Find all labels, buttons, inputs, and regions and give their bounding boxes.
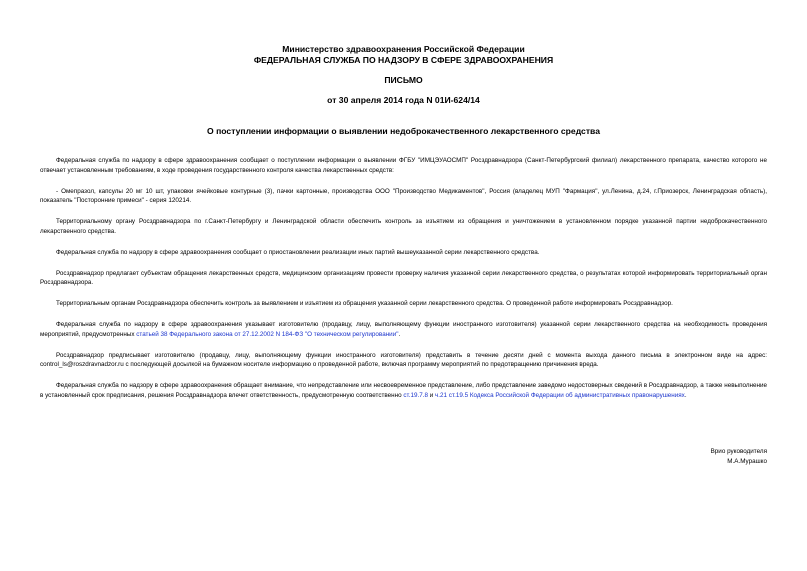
paragraph-6: Территориальным органам Росздравнадзора обеспечить контроль за выявлением и изъятием из обращения указанной серии лекарственного средства. О проведенной работе информировать Росздравнадзор. xyxy=(56,300,673,308)
paragraph-7 xyxy=(40,320,767,339)
article-19-7-8-link[interactable]: ст.19.7.8 xyxy=(403,392,428,400)
paragraph-8: Росздравнадзор предписывает изготовителю (продавцу, лицу, выполняющему функции иностранного изготовителя) представить в течение десяти дней с момента выхода данного письма в электронном виде на адрес: control_ls@roszdravnadzor.ru с последующей досылкой на бумажном носителе информацию о проведенной работе, включая программу мероприятий по предотвращению причинения вреда. xyxy=(40,351,767,369)
document-header xyxy=(40,44,767,106)
paragraph-7-text: Федеральная служба по надзору в сфере здравоохранения указывает изготовителю (продавцу, лицу, выполняющему функции иностранного изготовителя) указанной серии лекарственного средства на необходимость проведения мероприятий, предусмотренных xyxy=(40,321,767,338)
document-date-number: от 30 апреля 2014 года N 01И-624/14 xyxy=(327,95,480,105)
document-subject: О поступлении информации о выявлении недоброкачественного лекарственного средства xyxy=(207,126,600,136)
paragraph-7-end: . xyxy=(398,330,401,338)
signatory-name: М.А.Мурашко xyxy=(727,457,767,465)
paragraph-1: Федеральная служба по надзору в сфере здравоохранения сообщает о поступлении информации о выявлении ФГБУ "ИМЦЭУАОСМП" Росздравнадзора (Санкт-Петербургский филиал) лекарственного препарата, качество которого не отвечает установленным требованиям, в ходе проведения государственного контроля качества лекарственных средств: xyxy=(40,157,767,174)
paragraph-3: Территориальному органу Росздравнадзора по г.Санкт-Петербургу и Ленинградской области обеспечить контроль за изъятием из обращения и уничтожением в установленном порядке указанной партии недоброкачественного лекарственного средства. xyxy=(40,218,767,235)
paragraph-5: Росздравнадзор предлагает субъектам обращения лекарственных средств, медицинским организациям провести проверку наличия указанной серии лекарственного средства, о результатах которой информировать территориальный орган Росздравнадзора. xyxy=(40,269,767,287)
paragraph-9-conjunction: и xyxy=(427,392,436,400)
paragraph-2: - Омепразол, капсулы 20 мг 10 шт, упаковки ячейковые контурные (3), пачки картонные, производства ООО "Производство Медикаментов", Россия (владелец МУП "Фармация", ул.Ленина, д.24, г.Приозерск, Ленинградская область), показатель "Посторонние примеси" - серия 120214. xyxy=(40,187,767,205)
document-type: ПИСЬМО xyxy=(384,75,423,85)
koap-article-19-5-link[interactable]: ч.21 ст.19.5 Кодекса Российской Федерации об административных правонарушениях xyxy=(435,392,685,400)
paragraph-9 xyxy=(40,381,767,400)
signatory-title: Врио руководителя xyxy=(710,448,767,455)
signature-block xyxy=(711,447,767,466)
ministry-name: Министерство здравоохранения Российской Федерации xyxy=(282,44,525,54)
paragraph-9-end: . xyxy=(684,392,687,400)
paragraph-4: Федеральная служба по надзору в сфере здравоохранения сообщает о приостановлении реализации иных партий вышеуказанной серии лекарственного средства. xyxy=(56,248,540,256)
document-body xyxy=(40,156,767,401)
service-name: ФЕДЕРАЛЬНАЯ СЛУЖБА ПО НАДЗОРУ В СФЕРЕ ЗДРАВООХРАНЕНИЯ xyxy=(253,55,554,65)
paragraph-9-text: Федеральная служба по надзору в сфере здравоохранения обращает внимание, что непредставление или несвоевременное представление, либо представление заведомо недостоверных сведений в Росздравнадзор, а также невыполнение в установленный срок предписания, решения Росздравнадзора влечет ответственность, предусмотренную соответственно xyxy=(40,382,767,400)
law-184-fz-link[interactable]: статьей 38 Федерального закона от 27.12.2002 N 184-ФЗ "О техническом регулировании" xyxy=(136,330,399,338)
